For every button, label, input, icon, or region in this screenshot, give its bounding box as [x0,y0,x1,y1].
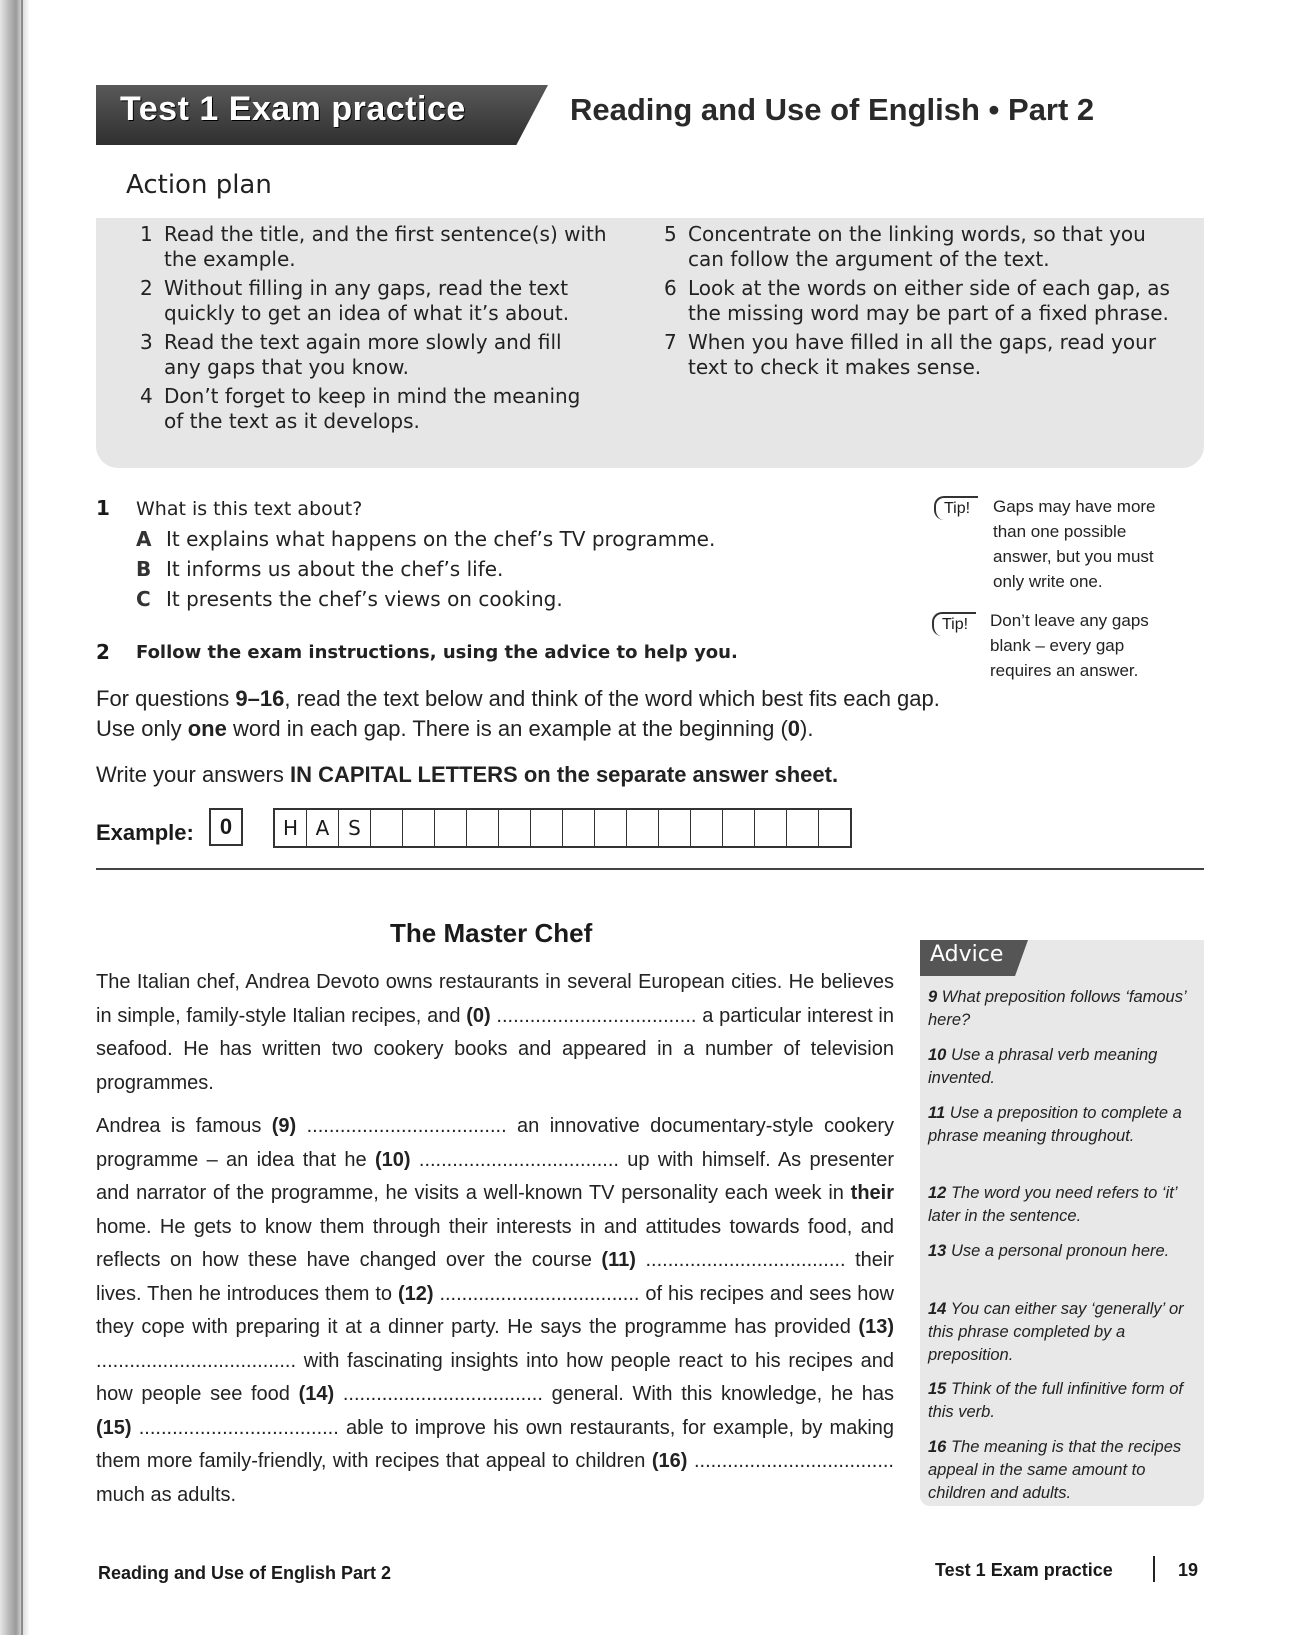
footer-separator [1153,1556,1155,1582]
header-title: Reading and Use of English • Part 2 [570,92,1095,127]
page-spine-line [21,0,23,1635]
footer-left: Reading and Use of English Part 2 [98,1563,392,1583]
tip-tag: Tip! [934,496,978,520]
gap-15: (15) [96,1416,132,1439]
question-1-text: What is this text about? [136,498,363,520]
answer-cell: S [339,810,371,846]
plan-item-number: 1 [140,222,153,246]
advice-item: 14 You can either say ‘generally’ or this phrase completed by a preposition. [928,1300,1184,1364]
plan-item-text: Read the title, and the first sentence(s) with the example. [164,222,607,271]
tip-tag: Tip! [932,612,976,636]
advice-tag-text: Advice [930,942,1004,967]
plan-item-text: Read the text again more slowly and fill any gaps that you know. [164,330,562,379]
header-badge-text: Test 1 Exam practice [120,90,466,128]
advice-item: 10 Use a phrasal verb meaning invented. [928,1046,1158,1087]
passage-paragraph-1: The Italian chef, Andrea Devoto owns restaurants in several European cities. He believes in simple, family-style Italian recipes, and (0) .................................... a particular interest in seafood. He has written two cookery books and appeared in a number of television programmes. [96,971,894,1094]
answer-cell [371,810,403,846]
option-text: It explains what happens on the chef’s TV programme. [166,527,716,551]
answer-cell: H [275,810,307,846]
answer-cell [435,810,467,846]
answer-cell: A [307,810,339,846]
answer-cell [787,810,819,846]
plan-item-number: 3 [140,330,153,354]
answer-cell [691,810,723,846]
question-1-number: 1 [96,496,110,520]
answer-cell [659,810,691,846]
answer-cell [723,810,755,846]
passage-paragraph-2: Andrea is famous (9) .................................... an innovative documentary-style cookery programme – an idea that he (10) .................................... up with himself. As presenter and narrator of the programme, he visits a well-known TV personality each week in their home. He gets to know them through their interests in and attitudes towards food, and reflects on how these have changed over the course (11) .................................... their lives. Then he introduces them to (12) .................................... of his recipes and sees how they cope with preparing it at a dinner party. He says the programme has provided (13) .................................... with fascinating insights into how people react to his recipes and how people see food (14) .................................... general. With this knowledge, he has (15) .................................... able to improve his own restaurants, for example, by making them more family-friendly, with recipes that appeal to children (16) .................................... much as adults. [96,1115,895,1506]
advice-item: 15 Think of the full infinitive form of this verb. [928,1380,1183,1421]
answer-cell [627,810,659,846]
question-2-text: Follow the exam instructions, using the advice to help you. [136,642,738,663]
passage-title: The Master Chef [390,918,593,948]
advice-item: 13 Use a personal pronoun here. [928,1242,1170,1260]
exam-instructions: For questions 9–16, read the text below and think of the word which best fits each gap. Use only one word in each gap. There is an example at the beginning (0). [96,686,940,741]
page-spine-shadow [0,0,30,1635]
option-letter: C [136,587,151,611]
answer-instructions: Write your answers IN CAPITAL LETTERS on the separate answer sheet. [96,762,839,787]
answer-cell [467,810,499,846]
footer-right: Test 1 Exam practice [935,1560,1113,1580]
gap-9: (9) [271,1115,297,1137]
gap-10: (10) [374,1148,411,1171]
tip-text: Don’t leave any gaps blank – every gap requires an answer. [990,611,1149,680]
action-plan-heading: Action plan [126,170,272,200]
plan-item-text: Concentrate on the linking words, so that you can follow the argument of the text. [688,222,1146,271]
gap-11: (11) [601,1249,636,1271]
section-divider [96,868,1204,870]
tip-text: Gaps may have more than one possible answer, but you must only write one. [993,497,1156,591]
example-label: Example: [96,820,194,845]
page-number: 19 [1178,1560,1199,1580]
answer-cell [755,810,787,846]
gap-12: (12) [397,1282,434,1305]
plan-item-number: 2 [140,276,153,300]
answer-cell [531,810,563,846]
advice-item: 11 Use a preposition to complete a phrase meaning throughout. [928,1104,1182,1145]
plan-item-text: When you have filled in all the gaps, read your text to check it makes sense. [688,330,1157,379]
answer-cell [595,810,627,846]
option-text: It presents the chef’s views on cooking. [166,587,563,611]
gap-13: (13) [858,1316,894,1338]
answer-cell [563,810,595,846]
plan-item-text: Without filling in any gaps, read the text quickly to get an idea of what it’s about. [164,276,570,325]
plan-item-text: Don’t forget to keep in mind the meaning of the text as it develops. [164,384,581,433]
gap-16: (16) [651,1450,688,1472]
option-letter: A [136,527,152,551]
plan-item-number: 4 [140,384,153,408]
gap-14: (14) [298,1383,335,1405]
advice-item: 16 The meaning is that the recipes appeal in the same amount to children and adults. [928,1438,1182,1502]
advice-item: 9 What preposition follows ‘famous’ here? [928,988,1186,1029]
answer-cell [403,810,435,846]
example-answer-grid [273,808,852,848]
question-2-number: 2 [96,640,110,664]
option-text: It informs us about the chef’s life. [166,557,504,581]
plan-item-number: 7 [664,330,677,354]
example-number-box: 0 [209,808,243,846]
plan-item-text: Look at the words on either side of each gap, as the missing word may be part of a fixed phrase. [688,276,1170,325]
answer-cell [499,810,531,846]
advice-item: 12 The word you need refers to ‘it’ later in the sentence. [928,1184,1177,1225]
option-letter: B [136,557,152,581]
plan-item-number: 6 [664,276,677,300]
plan-item-number: 5 [664,222,677,246]
answer-cell [819,810,850,846]
